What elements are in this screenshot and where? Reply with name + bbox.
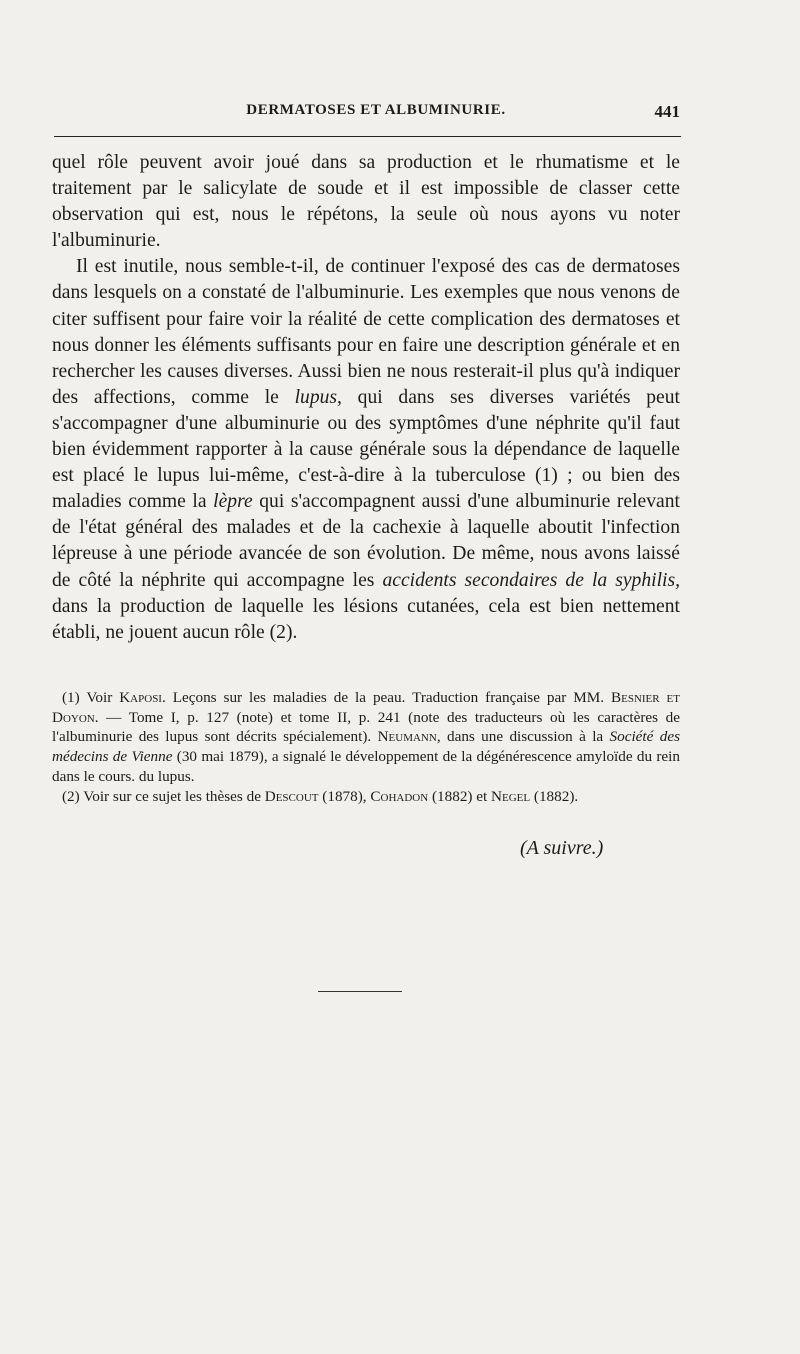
lupus-term: lupus, (294, 386, 342, 408)
to-be-continued: (A suivre.) (520, 837, 604, 859)
running-title: DERMATOSES ET ALBUMINURIE. (246, 102, 506, 118)
author-negel: Negel (491, 787, 531, 805)
footnote-1-text-d: , dans une discussion à la (436, 728, 610, 746)
author-cohadon: Cohadon (370, 787, 429, 805)
lepre-term: lèpre (213, 491, 253, 513)
page-number: 441 (654, 102, 680, 121)
footnote-2-text-b: (1878), (318, 787, 371, 805)
footnote-1-text-e: (30 mai 1879), a signalé le développement de la dégénérescence amyloïde du rein dans le cours. du lupus. (52, 748, 680, 785)
societe-title: Société des médecins de Vienne (52, 728, 680, 766)
footnote-1-text-a: (1) Voir (62, 689, 120, 706)
paragraph-2-part-a: Il est inutile, nous semble-t-il, de continuer l'exposé des cas de dermatoses dans lesquels on a constaté de l'albuminurie. Les exemples que nous venons de citer suffisent pour faire voir la réalité de cette complication des dermatoses et nous donner les éléments suffisants pour en faire une description générale et en rechercher les causes diverses. Aussi bien ne nous resterait-il plus qu'à indiquer des affections, comme le (52, 256, 680, 408)
footnote-2-text-a: (2) Voir sur ce sujet les thèses de (62, 787, 265, 805)
footnotes (52, 688, 680, 806)
author-descout: Descout (264, 787, 319, 805)
paragraph-1-rest: traitement par le salicylate de soude et il est impossible de classer cette observation qui est, nous le répétons, la seule où nous ayons vu noter l'albuminurie. (52, 178, 680, 252)
footnote-2-text-c: (1882) et (428, 787, 492, 805)
footnote-1-text-c: . — Tome I, p. 127 (note) et tome II, p. 241 (note des traducteurs où les caractères de l'albuminurie des lupus sont décrits spécialement). (52, 708, 680, 746)
paragraph-2-part-d: dans la production de laquelle les lésions cutanées, cela est bien nettement établi, ne jouent aucun rôle (2). (52, 595, 680, 643)
paragraph-2-part-b: qui dans ses diverses variétés peut s'accompagner d'une albuminurie ou des symptômes d'une néphrite qu'il faut bien évidemment rapporter à la cause générale sous la dépendance de laquelle est placé le lupus lui-même, c'est-à-dire à la tuberculose (1) ; ou bien des maladies comme la (52, 386, 680, 513)
footnote-2 (52, 787, 680, 807)
paragraph-2-part-c: qui s'accompagnent aussi d'une albuminurie relevant de l'état général des malades et de la cachexie à laquelle aboutit l'infection lépreuse à une période avancée de son évolution. De même, nous avons laissé de côté la néphrite qui accompagne les (52, 491, 680, 591)
footnote-2-text-d: (1882). (530, 787, 579, 805)
author-kaposi: Kaposi (119, 689, 162, 706)
paragraph-1 (52, 150, 680, 254)
page-header (52, 102, 680, 126)
author-besnier-doyon: Besnier et Doyon (52, 689, 680, 726)
paragraph-1-line-1: quel rôle peuvent avoir joué dans sa production et le rhumatisme et le (52, 152, 680, 173)
accidents-secondaires-term: accidents secondaires de la syphilis, (382, 569, 680, 591)
end-rule (318, 991, 402, 992)
footnote-1-text-b: . Leçons sur les maladies de la peau. Traduction française par MM. (161, 689, 611, 706)
footnote-1 (52, 688, 680, 787)
author-neumann: Neumann (377, 728, 437, 746)
header-rule (54, 136, 681, 137)
main-text (52, 150, 680, 646)
paragraph-2 (52, 254, 680, 645)
